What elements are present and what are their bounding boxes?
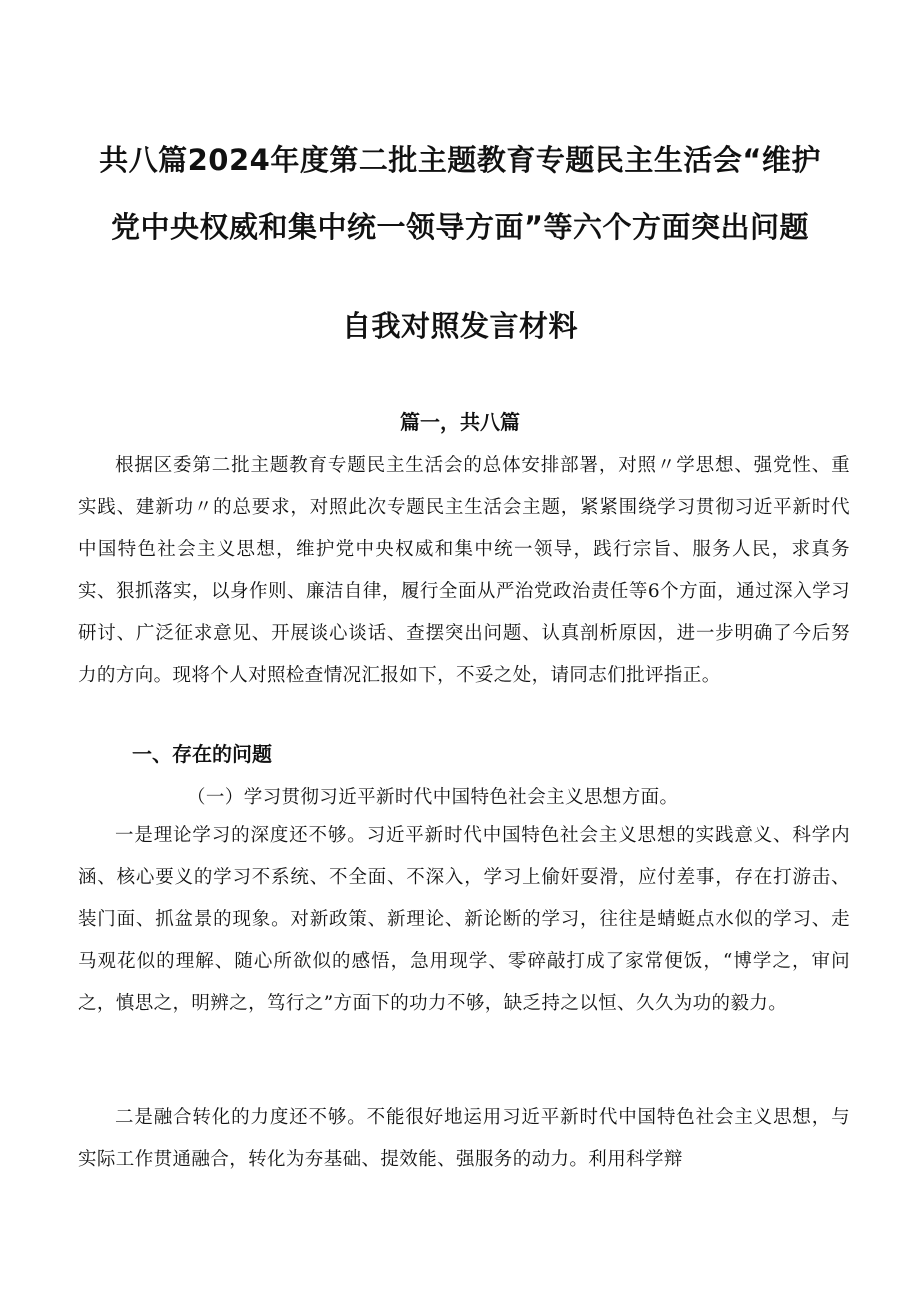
- point-1-paragraph: 一是理论学习的深度还不够。习近平新时代中国特色社会主义思想的实践意义、科学内涵、核心要义的学习不系统、不全面、不深入，学习上偷奸耍滑，应付差事，存在打游击、装门面、抓盆景的现象。对新政策、新理论、新论断的学习，往往是蜻蜓点水似的学习、走马观花似的理解、随心所欲似的感悟，急用现学、零碎敲打成了家常便饭，“博学之，审问之，慎思之，明辨之，笃行之”方面下的功力不够，缺乏持之以恒、久久为功的毅力。: [78, 825, 850, 1014]
- document-title-line-2: 党中央权威和集中统一领导方面”等六个方面突出问题: [110, 210, 810, 244]
- document-title-line-3: 自我对照发言材料: [341, 309, 578, 343]
- document-subtitle: 篇一，共八篇: [400, 410, 520, 434]
- section-heading-problems: 一、存在的问题: [132, 742, 272, 766]
- point-2-paragraph: 二是融合转化的力度还不够。不能很好地运用习近平新时代中国特色社会主义思想，与实际工作贯通融合，转化为夯基础、提效能、强服务的动力。利用科学辩: [78, 1107, 850, 1170]
- document-title-line-1: 共八篇2024年度第二批主题教育专题民主生活会“维护: [99, 143, 821, 177]
- intro-paragraph: 根据区委第二批主题教育专题民主生活会的总体安排部署，对照〃学思想、强党性、重实践、建新功〃的总要求，对照此次专题民主生活会主题，紧紧围绕学习贯彻习近平新时代中国特色社会主义思想，维护党中央权威和集中统一领导，践行宗旨、服务人民，求真务实、狠抓落实，以身作则、廉洁自律，履行全面从严治党政治责任等6个方面，通过深入学习研讨、广泛征求意见、开展谈心谈话、查摆突出问题、认真剖析原因，进一步明确了今后努力的方向。现将个人对照检查情况汇报如下，不妥之处，请同志们批评指正。: [78, 455, 850, 686]
- subsection-heading-1: （一）学习贯彻习近平新时代中国特色社会主义思想方面。: [187, 787, 679, 808]
